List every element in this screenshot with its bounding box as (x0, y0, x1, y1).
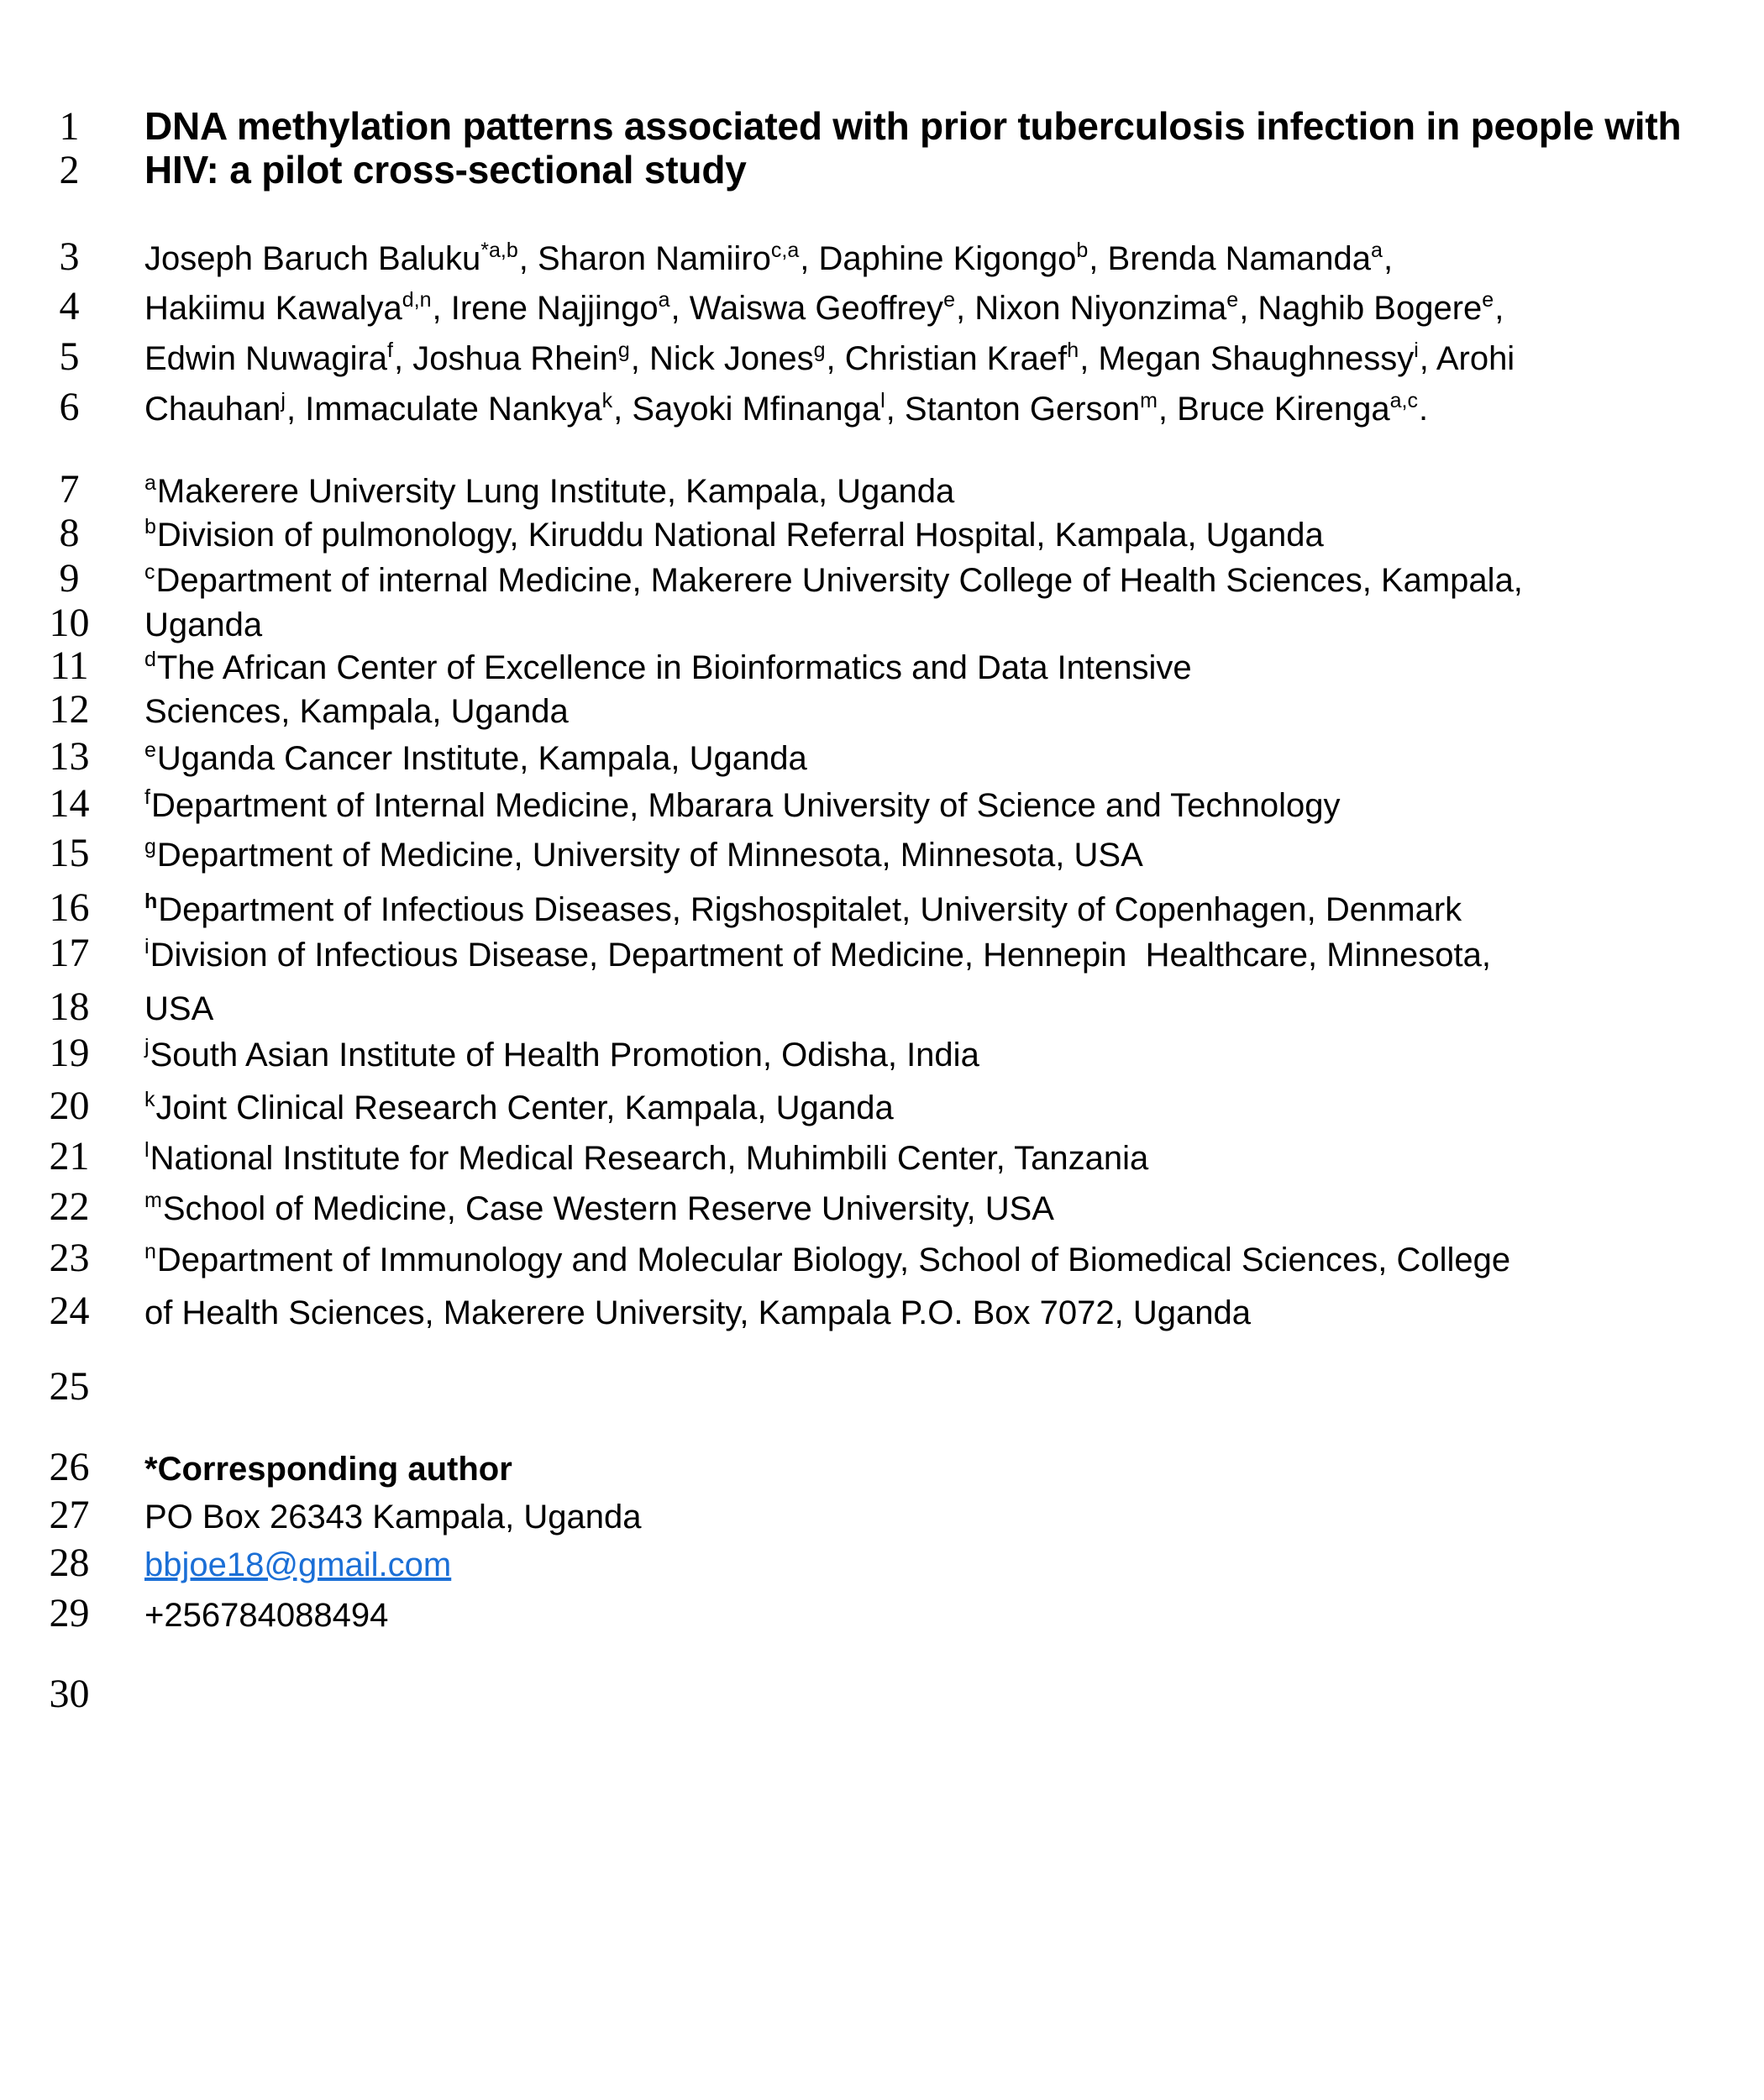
text-segment: , Nixon Niyonzima (955, 290, 1227, 327)
superscript-marker: e (943, 288, 955, 312)
superscript-marker: e (1482, 288, 1494, 312)
text-segment: Department of Infectious Diseases, Rigshospitalet, University of Copenhagen, Denmark (158, 891, 1462, 928)
text-segment: of Health Sciences, Makerere University, Kampala P.O. Box 7072, Uganda (144, 1294, 1251, 1331)
superscript-marker: j (281, 389, 286, 412)
line-text (144, 740, 807, 777)
line-number: 30 (49, 1672, 90, 1716)
line-row (0, 1032, 1764, 1080)
text-segment: Sciences, Kampala, Uganda (144, 693, 569, 730)
line-text (144, 1451, 512, 1488)
line-number: 9 (59, 556, 80, 601)
line-number: 12 (49, 687, 90, 732)
text-segment: , Christian Kraef (826, 340, 1068, 377)
line-text (144, 787, 1341, 824)
line-row (0, 1542, 1764, 1586)
line-number: 22 (49, 1184, 90, 1229)
text-segment: Joseph Baruch Baluku (144, 240, 481, 277)
text-segment: +256784088494 (144, 1597, 389, 1634)
line-text (144, 1242, 1510, 1278)
text-segment: Chauhan (144, 391, 281, 428)
line-text (144, 990, 213, 1027)
line-row (0, 832, 1764, 880)
text-segment: , Joshua Rhein (393, 340, 618, 377)
superscript-marker: d (144, 648, 156, 671)
line-number: 28 (49, 1541, 90, 1585)
line-number: 13 (49, 734, 90, 779)
superscript-marker: g (813, 339, 826, 362)
text-segment: Division of Infectious Disease, Department of Medicine, Hennepin Healthcare, Minnesota, (150, 937, 1491, 974)
line-number: 26 (49, 1445, 90, 1489)
text-segment: , Sharon Namiiro (518, 240, 771, 277)
line-row (0, 1136, 1764, 1184)
line-text (144, 1294, 1251, 1331)
line-row (0, 103, 1764, 150)
line-row (0, 602, 1764, 646)
line-number: 4 (59, 284, 80, 328)
line-number: 2 (59, 148, 80, 192)
line-number: 3 (59, 234, 80, 279)
line-number: 25 (49, 1364, 90, 1409)
text-segment: , (1494, 290, 1504, 327)
superscript-marker: *a,b (480, 239, 518, 262)
superscript-marker: a (1371, 239, 1383, 262)
line-number: 1 (59, 104, 80, 149)
line-row (0, 336, 1764, 384)
line-row (0, 512, 1764, 560)
text-segment: , Megan Shaughnessy (1079, 340, 1415, 377)
line-row (0, 736, 1764, 784)
line-row (0, 932, 1764, 980)
line-row (0, 1366, 1764, 1410)
text-segment: School of Medicine, Case Western Reserve University, USA (162, 1190, 1054, 1227)
superscript-marker: c (144, 560, 155, 584)
line-text (144, 562, 1523, 599)
text-segment: Uganda (144, 606, 263, 643)
line-row (0, 1186, 1764, 1234)
line-text (144, 649, 1192, 686)
line-number: 15 (49, 831, 90, 875)
text-segment: Edwin Nuwagira (144, 340, 388, 377)
superscript-marker: e (1226, 288, 1239, 312)
line-text (144, 1140, 1148, 1177)
text-segment: , (1383, 240, 1394, 277)
line-text (144, 837, 1143, 874)
line-text (144, 290, 1504, 327)
superscript-marker: c,a (770, 239, 800, 262)
text-segment: , Sayoki Mfinanga (613, 391, 881, 428)
line-number: 29 (49, 1591, 90, 1635)
line-row (0, 1593, 1764, 1636)
line-text (144, 1546, 451, 1583)
text-segment: HIV: a pilot cross-sectional study (144, 148, 747, 192)
line-number: 11 (50, 643, 89, 688)
line-text (144, 1089, 894, 1126)
line-row (0, 1446, 1764, 1490)
line-text (144, 340, 1515, 377)
line-text (144, 1499, 642, 1536)
text-segment: , Nick Jones (630, 340, 814, 377)
superscript-marker: h (144, 890, 158, 913)
text-segment: USA (144, 990, 214, 1027)
line-number: 17 (49, 931, 90, 975)
superscript-marker: a,c (1389, 389, 1418, 412)
text-segment: , Naghib Bogere (1239, 290, 1483, 327)
superscript-marker: m (1140, 389, 1158, 412)
line-text (144, 473, 954, 510)
line-number: 18 (49, 984, 90, 1029)
text-segment: Uganda Cancer Institute, Kampala, Uganda (156, 740, 807, 777)
line-row (0, 1290, 1764, 1334)
text-segment: Division of pulmonology, Kiruddu National Referral Hospital, Kampala, Uganda (156, 517, 1324, 554)
superscript-marker: k (601, 389, 613, 412)
superscript-marker: f (144, 785, 150, 809)
line-row (0, 386, 1764, 434)
line-row (0, 286, 1764, 333)
line-row (0, 1673, 1764, 1717)
line-number: 5 (59, 334, 80, 379)
text-segment: , Stanton Gerson (885, 391, 1141, 428)
line-number: 24 (49, 1289, 90, 1333)
text-segment: , Brenda Namanda (1089, 240, 1372, 277)
line-number: 27 (49, 1493, 90, 1537)
line-row (0, 645, 1764, 693)
text-segment: National Institute for Medical Research, Muhimbili Center, Tanzania (150, 1140, 1149, 1177)
text-segment: Joint Clinical Research Center, Kampala, Uganda (155, 1089, 894, 1126)
superscript-marker: g (144, 835, 156, 858)
text-segment: , Waiswa Geoffrey (670, 290, 944, 327)
superscript-marker: i (144, 935, 150, 958)
line-text (144, 240, 1393, 277)
superscript-marker: e (144, 738, 156, 762)
text-segment: Department of Medicine, University of Minnesota, Minnesota, USA (156, 837, 1143, 874)
line-row (0, 1085, 1764, 1133)
text-segment: Department of Internal Medicine, Mbarara University of Science and Technology (150, 787, 1341, 824)
text-segment: Department of internal Medicine, Makerere University College of Health Sciences, Kampala, (155, 562, 1523, 599)
superscript-marker: b (144, 515, 156, 538)
superscript-marker: h (1067, 339, 1079, 362)
line-text (144, 891, 1462, 928)
superscript-marker: a (144, 471, 156, 495)
text-segment: , Bruce Kirenga (1158, 391, 1390, 428)
email-link[interactable]: bbjoe18@gmail.com (144, 1546, 452, 1583)
text-segment: . (1418, 391, 1429, 428)
superscript-marker: f (387, 339, 393, 362)
line-row (0, 1494, 1764, 1538)
superscript-marker: g (617, 339, 630, 362)
line-number: 8 (59, 511, 80, 555)
line-number: 7 (59, 467, 80, 512)
line-row (0, 236, 1764, 284)
line-text (144, 606, 262, 643)
line-text (144, 104, 1681, 148)
superscript-marker: m (144, 1189, 162, 1212)
text-segment: , Immaculate Nankya (286, 391, 602, 428)
text-segment: PO Box 26343 Kampala, Uganda (144, 1499, 642, 1536)
line-number: 23 (49, 1236, 90, 1280)
text-segment: Department of Immunology and Molecular Biology, School of Biomedical Sciences, College (156, 1242, 1511, 1278)
text-segment: *Corresponding author (144, 1451, 512, 1488)
line-number: 10 (49, 601, 90, 645)
line-text (144, 693, 569, 730)
superscript-marker: b (1076, 239, 1089, 262)
line-text (144, 148, 747, 192)
line-row (0, 783, 1764, 831)
line-text (144, 1037, 979, 1074)
line-text (144, 1190, 1054, 1227)
line-number: 19 (49, 1031, 90, 1075)
line-text (144, 391, 1428, 428)
line-number: 6 (59, 385, 80, 429)
line-text (144, 937, 1491, 974)
line-number: 20 (49, 1084, 90, 1128)
superscript-marker: n (144, 1240, 156, 1263)
line-number: 14 (49, 781, 90, 826)
text-segment: , Arohi (1419, 340, 1515, 377)
line-number: 21 (49, 1134, 90, 1179)
line-row (0, 887, 1764, 935)
line-row (0, 986, 1764, 1030)
text-segment: The African Center of Excellence in Bioinformatics and Data Intensive (156, 649, 1192, 686)
line-row (0, 558, 1764, 606)
superscript-marker: j (144, 1035, 150, 1058)
superscript-marker: l (144, 1138, 150, 1162)
superscript-marker: l (880, 389, 885, 412)
superscript-marker: d,n (402, 288, 432, 312)
text-segment: Hakiimu Kawalya (144, 290, 402, 327)
text-segment: South Asian Institute of Health Promotion, Odisha, India (150, 1037, 979, 1074)
text-segment: Makerere University Lung Institute, Kampala, Uganda (156, 473, 955, 510)
line-text (144, 1597, 388, 1634)
line-row (0, 469, 1764, 517)
line-number: 16 (49, 885, 90, 930)
text-segment: , Irene Najjingo (432, 290, 659, 327)
line-row (0, 689, 1764, 732)
text-segment: DNA methylation patterns associated with prior tuberculosis infection in people with (144, 104, 1682, 148)
text-segment: , Daphine Kigongo (800, 240, 1077, 277)
line-row (0, 1237, 1764, 1285)
superscript-marker: a (658, 288, 670, 312)
line-row (0, 147, 1764, 193)
superscript-marker: k (144, 1088, 155, 1111)
superscript-marker: i (1414, 339, 1419, 362)
line-text (144, 517, 1324, 554)
